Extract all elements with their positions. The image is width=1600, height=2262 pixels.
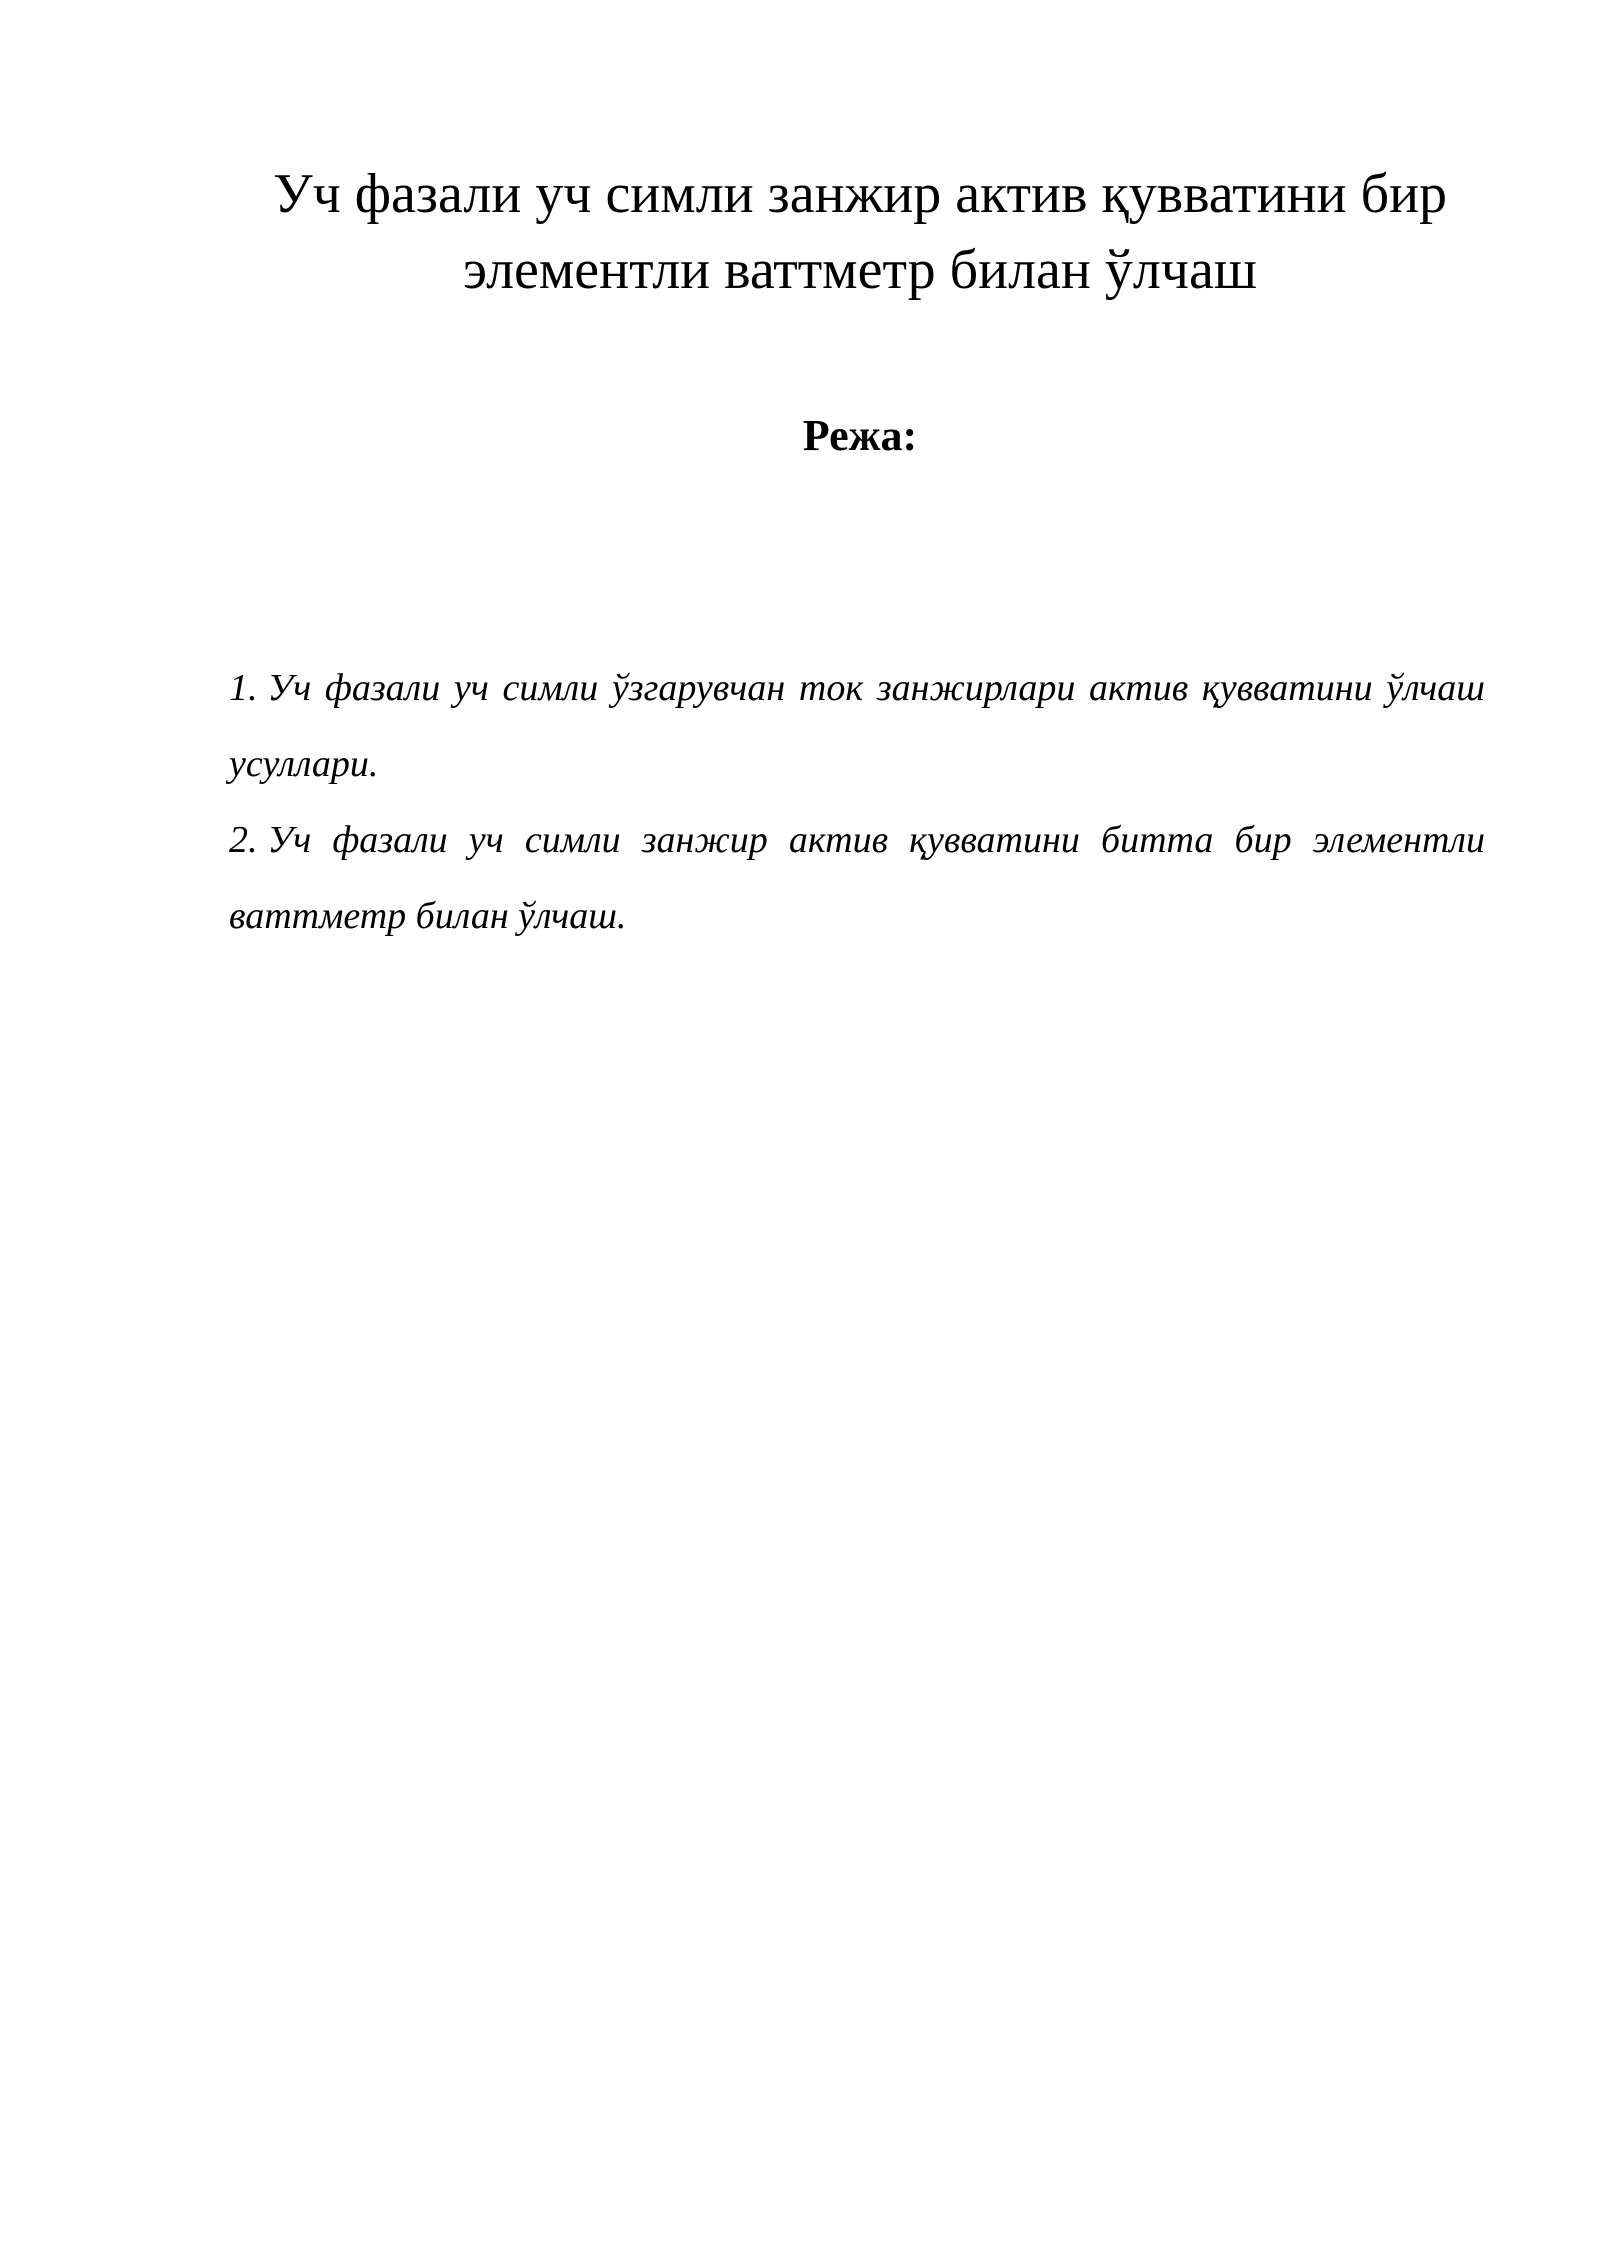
plan-item-number: 1. bbox=[229, 667, 258, 709]
plan-heading: Режа: bbox=[802, 411, 918, 460]
plan-list bbox=[229, 650, 1485, 954]
document-title-line-2: элементли ваттметр билан ўлчаш bbox=[463, 239, 1257, 301]
plan-item-text: Уч фазали уч симли ўзгарувчан ток занжирлари актив қувватини ўлчаш усуллари. bbox=[229, 667, 1485, 785]
document-title bbox=[210, 156, 1510, 308]
plan-item-number: 2. bbox=[229, 819, 258, 861]
plan-item-text: Уч фазали уч симли занжир актив қувватини битта бир элементли ваттметр билан ўлчаш. bbox=[229, 819, 1485, 937]
document-title-line-1: Уч фазали уч симли занжир актив қувватини бир bbox=[272, 163, 1448, 225]
plan-item-2 bbox=[229, 802, 1485, 954]
plan-item-1 bbox=[229, 650, 1485, 802]
